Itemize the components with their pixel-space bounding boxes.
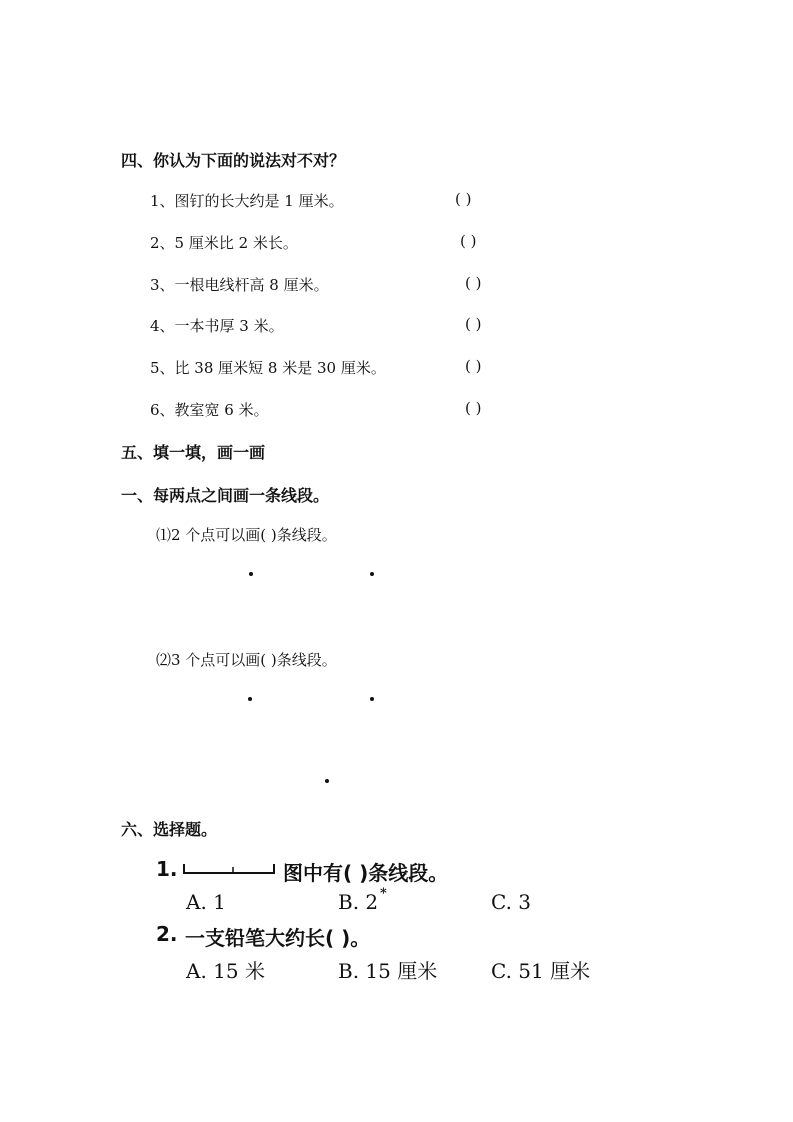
mc-2-option-a[interactable]: A. 15 米: [186, 959, 265, 983]
point-dot: [248, 697, 252, 701]
mc-question-2-number: 2.: [156, 922, 178, 946]
mc-question-1-text: 图中有( )条线段。: [283, 861, 449, 885]
question-three-points: ⑵3 个点可以画( )条线段。: [156, 651, 337, 669]
mc-2-option-b[interactable]: B. 15 厘米: [338, 959, 438, 983]
answer-blank-5[interactable]: ( ): [465, 357, 482, 375]
point-dot: [370, 572, 374, 576]
section-4-title: 四、你认为下面的说法对不对？: [121, 151, 346, 170]
section-5-subtitle: 一、每两点之间画一条线段。: [121, 486, 330, 505]
point-dot: [249, 572, 253, 576]
statement-3: 3、一根电线杆高 8 厘米。: [150, 276, 329, 294]
statement-2: 2、5 厘米比 2 米长。: [150, 234, 298, 252]
mc-1-option-a[interactable]: A. 1: [186, 890, 226, 914]
answer-blank-4[interactable]: ( ): [465, 315, 482, 333]
point-dot: [325, 779, 329, 783]
section-6-title: 六、选择题。: [121, 820, 218, 839]
mc-2-option-c[interactable]: C. 51 厘米: [491, 959, 591, 983]
answer-blank-1[interactable]: ( ): [455, 190, 472, 208]
point-dot: [370, 697, 374, 701]
statement-5: 5、比 38 厘米短 8 米是 30 厘米。: [150, 359, 386, 377]
statement-4: 4、一本书厚 3 米。: [150, 317, 284, 335]
question-two-points: ⑴2 个点可以画( )条线段。: [156, 526, 337, 544]
answer-blank-3[interactable]: ( ): [465, 274, 482, 292]
statement-6: 6、教室宽 6 米。: [150, 401, 269, 419]
mc-1-option-b[interactable]: B. 2: [338, 890, 379, 914]
line-segment-figure: [183, 861, 275, 875]
mc-question-2-text: 一支铅笔大约长( )。: [185, 926, 371, 950]
section-5-title: 五、填一填，画一画: [121, 443, 266, 462]
mc-1-option-c[interactable]: C. 3: [491, 890, 532, 914]
statement-1: 1、图钉的长大约是 1 厘米。: [150, 192, 344, 210]
mc-question-1-number: 1.: [156, 857, 178, 881]
stray-mark: *: [380, 886, 387, 901]
answer-blank-6[interactable]: ( ): [465, 399, 482, 417]
answer-blank-2[interactable]: ( ): [460, 232, 477, 250]
